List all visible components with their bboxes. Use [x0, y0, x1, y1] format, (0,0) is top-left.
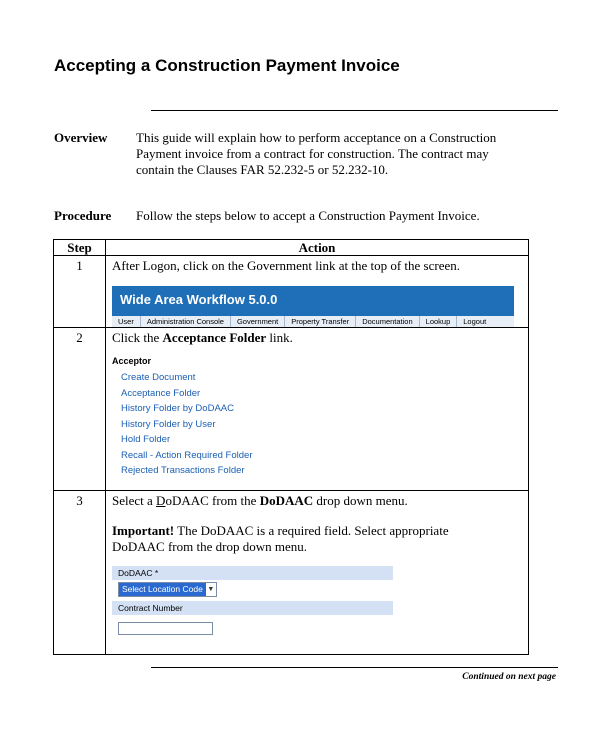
acceptor-heading: Acceptor — [112, 356, 152, 366]
step-instruction: Click the Acceptance Folder link. — [112, 330, 293, 345]
step-number: 2 — [54, 328, 106, 491]
link-history-folder-by-dodaac[interactable]: History Folder by DoDAAC — [121, 403, 234, 414]
overview-line: contain the Clauses FAR 52.232-5 or 52.232-10. — [136, 162, 389, 177]
page-title: Accepting a Construction Payment Invoice — [54, 56, 400, 75]
link-history-folder-by-user[interactable]: History Folder by User — [121, 418, 216, 430]
overview-line: This guide will explain how to perform acceptance on a Construction — [136, 130, 497, 145]
acceptance-folder-emphasis: Acceptance Folder — [162, 330, 267, 345]
table-row — [54, 256, 529, 328]
continued-note: Continued on next page — [462, 672, 556, 682]
select-value: Select Location Code — [119, 583, 206, 596]
step-number: 1 — [54, 256, 106, 328]
menu-item-administration-console[interactable]: Administration Console — [141, 316, 231, 327]
table-header-row — [54, 240, 529, 256]
procedure-text: Follow the steps below to accept a Construction Payment Invoice. — [136, 208, 480, 223]
procedure-label: Procedure — [54, 208, 112, 223]
link-create-document[interactable]: Create Document — [121, 372, 196, 383]
link-acceptance-folder[interactable]: Acceptance Folder — [121, 387, 201, 399]
table-row — [54, 491, 529, 655]
important-note: Important! The DoDAAC is a required field. Select appropriate DoDAAC from the drop down menu. — [112, 523, 449, 554]
menu-item-logout[interactable]: Logout — [463, 317, 487, 326]
link-recall-action-required-folder[interactable]: Recall - Action Required Folder — [121, 449, 253, 461]
link-rejected-transactions-folder[interactable]: Rejected Transactions Folder — [121, 465, 245, 476]
step-action — [106, 491, 529, 655]
bottom-divider — [151, 667, 558, 668]
top-divider — [151, 110, 558, 111]
dodaac-label: DoDAAC * — [112, 566, 393, 580]
contract-number-input[interactable] — [118, 622, 213, 635]
wawf-header-screenshot — [112, 286, 514, 327]
contract-number-label: Contract Number — [112, 601, 393, 615]
overview-text — [136, 130, 536, 178]
overview-label: Overview — [54, 130, 108, 145]
app-menu-bar — [112, 316, 514, 327]
action-column-header: Action — [106, 240, 529, 256]
step-instruction: After Logon, click on the Government link at the top of the screen. — [112, 258, 461, 273]
menu-item-user[interactable]: User — [112, 316, 141, 327]
link-hold-folder[interactable]: Hold Folder — [121, 434, 171, 445]
location-code-select[interactable] — [118, 582, 217, 597]
menu-item-documentation[interactable]: Documentation — [356, 316, 419, 327]
menu-item-government[interactable]: Government — [231, 316, 285, 327]
table-row — [54, 328, 529, 491]
overview-line: Payment invoice from a contract for construction. The contract may — [136, 146, 489, 161]
step-action — [106, 256, 529, 328]
step-column-header: Step — [54, 240, 106, 256]
dodaac-form — [112, 566, 528, 635]
app-title: Wide Area Workflow 5.0.0 — [120, 292, 278, 307]
menu-item-property-transfer[interactable]: Property Transfer — [285, 316, 356, 327]
menu-item-lookup[interactable]: Lookup — [420, 316, 458, 327]
step-instruction: Select a DoDAAC from the DoDAAC drop down menu. — [112, 493, 408, 508]
step-number: 3 — [54, 491, 106, 655]
steps-table — [53, 239, 529, 655]
important-label: Important! — [112, 523, 175, 538]
chevron-down-icon: ▼ — [206, 583, 216, 596]
step-action — [106, 328, 529, 491]
